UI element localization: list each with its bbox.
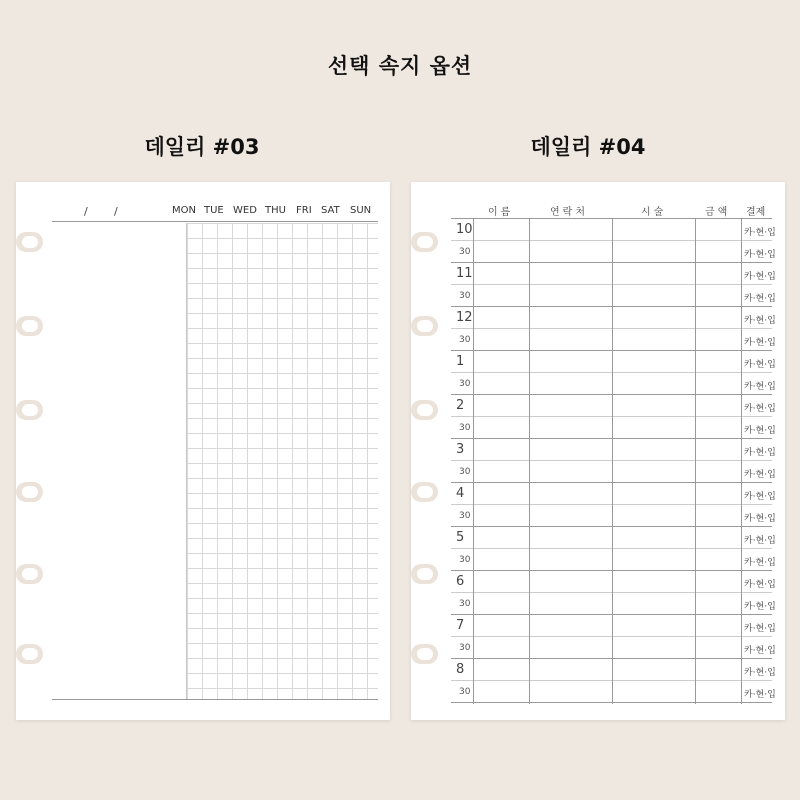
payment-options: 카·현·입 — [744, 536, 776, 546]
payment-options: 카·현·입 — [744, 492, 776, 502]
half-hour-label: 30 — [459, 335, 471, 345]
payment-options: 카·현·입 — [744, 580, 776, 590]
week-grid — [186, 223, 378, 699]
half-hour-label: 30 — [459, 379, 471, 389]
daily-04-sheet — [411, 182, 785, 720]
payment-options: 카·현·입 — [744, 272, 776, 282]
payment-options: 카·현·입 — [744, 382, 776, 392]
binder-hole — [411, 400, 438, 420]
half-hour-label: 30 — [459, 555, 471, 565]
payment-options: 카·현·입 — [744, 338, 776, 348]
binder-hole — [411, 482, 438, 502]
weekday-mon: MON — [172, 205, 196, 216]
header-rule — [52, 221, 378, 222]
daily-03-sheet — [16, 182, 390, 720]
half-hour-label: 30 — [459, 599, 471, 609]
weekday-tue: TUE — [204, 205, 224, 216]
weekday-sat: SAT — [321, 205, 340, 216]
hour-label: 1 — [456, 354, 465, 369]
hour-label: 3 — [456, 442, 465, 457]
hour-label: 6 — [456, 574, 465, 589]
column-divider — [473, 218, 474, 704]
binder-hole — [411, 232, 438, 252]
binder-hole — [16, 316, 43, 336]
option-title-daily-04: 데일리 #04 — [530, 135, 646, 159]
half-hour-label: 30 — [459, 687, 471, 697]
date-separator: / — [84, 205, 88, 218]
half-hour-label: 30 — [459, 247, 471, 257]
payment-options: 카·현·입 — [744, 514, 776, 524]
payment-options: 카·현·입 — [744, 228, 776, 238]
payment-options: 카·현·입 — [744, 668, 776, 678]
weekday-wed: WED — [233, 205, 257, 216]
hour-label: 7 — [456, 618, 465, 633]
column-divider — [695, 218, 696, 704]
payment-options: 카·현·입 — [744, 250, 776, 260]
payment-options: 카·현·입 — [744, 690, 776, 700]
payment-options: 카·현·입 — [744, 646, 776, 656]
option-title-daily-03: 데일리 #03 — [144, 135, 260, 159]
page-title: 선택 속지 옵션 — [327, 54, 473, 78]
weekday-thu: THU — [265, 205, 286, 216]
hour-label: 5 — [456, 530, 465, 545]
column-header-name: 이름 — [488, 207, 514, 218]
hour-label: 11 — [456, 266, 473, 281]
binder-hole — [16, 482, 43, 502]
binder-hole — [16, 400, 43, 420]
half-hour-label: 30 — [459, 643, 471, 653]
half-hour-label: 30 — [459, 423, 471, 433]
payment-options: 카·현·입 — [744, 624, 776, 634]
footer-rule — [52, 699, 378, 700]
binder-hole — [16, 232, 43, 252]
binder-hole — [16, 564, 43, 584]
payment-options: 카·현·입 — [744, 602, 776, 612]
column-header-treatment: 시술 — [641, 207, 667, 218]
hour-label: 10 — [456, 222, 473, 237]
payment-options: 카·현·입 — [744, 360, 776, 370]
column-divider — [741, 218, 742, 704]
payment-options: 카·현·입 — [744, 448, 776, 458]
column-header-contact: 연락처 — [550, 207, 588, 218]
payment-options: 카·현·입 — [744, 558, 776, 568]
hour-label: 4 — [456, 486, 465, 501]
half-hour-label: 30 — [459, 467, 471, 477]
hour-label: 8 — [456, 662, 465, 677]
half-hour-label: 30 — [459, 511, 471, 521]
payment-options: 카·현·입 — [744, 316, 776, 326]
half-hour-label: 30 — [459, 291, 471, 301]
binder-hole — [411, 564, 438, 584]
column-divider — [529, 218, 530, 704]
binder-hole — [411, 316, 438, 336]
hour-label: 12 — [456, 310, 473, 325]
binder-hole — [411, 644, 438, 664]
column-header-amount: 금액 — [705, 207, 731, 218]
weekday-fri: FRI — [296, 205, 312, 216]
payment-options: 카·현·입 — [744, 470, 776, 480]
date-separator: / — [114, 205, 118, 218]
column-divider — [612, 218, 613, 704]
payment-options: 카·현·입 — [744, 404, 776, 414]
hour-label: 2 — [456, 398, 465, 413]
payment-options: 카·현·입 — [744, 294, 776, 304]
binder-hole — [16, 644, 43, 664]
weekday-sun: SUN — [350, 205, 372, 216]
payment-options: 카·현·입 — [744, 426, 776, 436]
column-header-payment: 결제 — [746, 207, 766, 218]
